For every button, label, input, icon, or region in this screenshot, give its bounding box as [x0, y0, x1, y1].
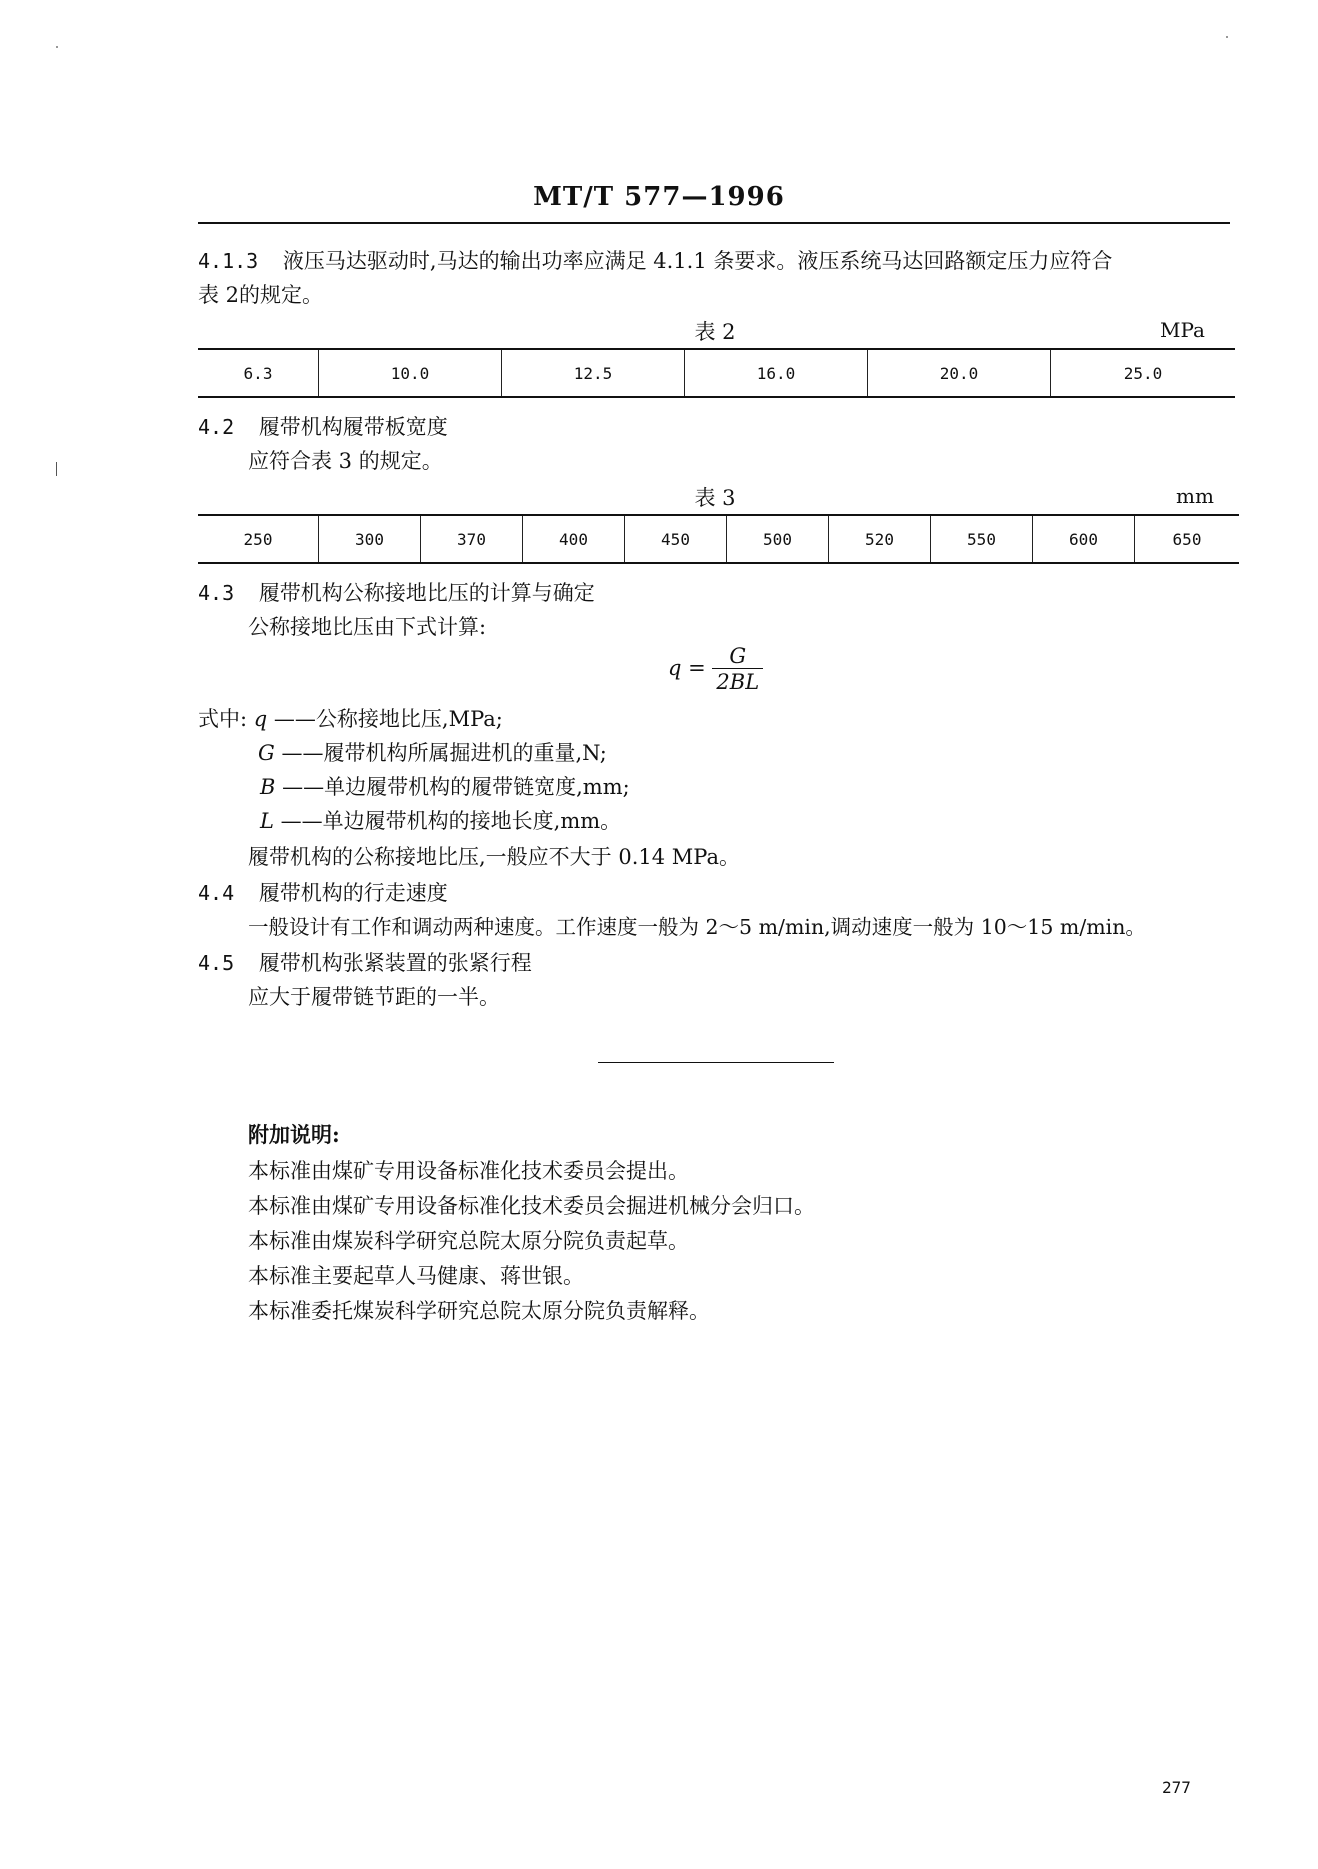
table3-caption: 表 3	[694, 486, 736, 510]
where-line-b	[260, 770, 630, 804]
section-number: 4.4	[198, 881, 235, 905]
where-line-l	[260, 804, 621, 838]
appendix-line: 本标准主要起草人马健康、蒋世银。	[248, 1264, 584, 1288]
section-number: 4.2	[198, 415, 235, 439]
table-cell: 10.0	[319, 349, 502, 397]
where-line-q	[198, 702, 503, 736]
section-divider	[598, 1062, 834, 1063]
appendix-line: 本标准由煤炭科学研究总院太原分院负责起草。	[248, 1229, 689, 1253]
section-title: 履带机构张紧装置的张紧行程	[258, 951, 532, 975]
table-cell: 550	[931, 515, 1033, 563]
table-cell: 400	[523, 515, 625, 563]
var-symbol: L	[260, 809, 274, 833]
section-4-2	[198, 410, 448, 444]
var-symbol: G	[258, 741, 275, 765]
section-4-4	[198, 876, 448, 910]
formula	[668, 644, 763, 695]
formula-fraction	[712, 644, 763, 695]
appendix-line: 本标准由煤矿专用设备标准化技术委员会掘进机械分会归口。	[248, 1194, 815, 1218]
section-4-4-body: 一般设计有工作和调动两种速度。工作速度一般为 2～5 m/min,调动速度一般为 10～15 m/min。	[248, 915, 1146, 939]
table-row	[198, 515, 1239, 563]
section-4-1-3-line2: 表 2的规定。	[198, 283, 324, 307]
var-desc: ——公称接地比压,MPa;	[273, 707, 503, 731]
table-cell: 600	[1033, 515, 1135, 563]
section-number: 4.5	[198, 951, 235, 975]
scan-mark	[56, 462, 57, 476]
table2-caption: 表 2	[694, 320, 736, 344]
appendix-line: 本标准由煤矿专用设备标准化技术委员会提出。	[248, 1159, 689, 1183]
table-cell: 12.5	[502, 349, 685, 397]
section-4-3-intro: 公称接地比压由下式计算:	[248, 615, 487, 639]
appendix-title: 附加说明:	[248, 1122, 340, 1147]
page-number: 277	[1162, 1778, 1191, 1797]
table-cell: 370	[421, 515, 523, 563]
var-desc: ——单边履带机构的履带链宽度,mm;	[282, 775, 630, 799]
section-4-5	[198, 946, 532, 980]
table-cell: 16.0	[685, 349, 868, 397]
table2-unit: MPa	[1160, 318, 1205, 342]
formula-lhs: q =	[668, 656, 706, 680]
standard-code-header: MT/T 577—1996	[533, 182, 785, 212]
section-4-3-note: 履带机构的公称接地比压,一般应不大于 0.14 MPa。	[248, 845, 740, 869]
section-number: 4.3	[198, 581, 235, 605]
var-symbol: B	[260, 775, 276, 799]
scan-speck	[56, 46, 58, 48]
section-number: 4.1.3	[198, 249, 259, 273]
appendix-line: 本标准委托煤炭科学研究总院太原分院负责解释。	[248, 1299, 710, 1323]
table-row	[198, 349, 1235, 397]
section-4-1-3	[198, 244, 1238, 278]
formula-numerator: G	[712, 644, 763, 669]
formula-denominator: 2BL	[716, 670, 760, 694]
table-cell: 650	[1135, 515, 1240, 563]
section-text: 液压马达驱动时,马达的输出功率应满足 4.1.1 条要求。液压系统马达回路额定压力应符合	[282, 249, 1113, 273]
section-title: 履带机构的行走速度	[258, 881, 448, 905]
section-4-2-body: 应符合表 3 的规定。	[248, 449, 443, 473]
var-desc: ——履带机构所属掘进机的重量,N;	[281, 741, 607, 765]
table-cell: 500	[727, 515, 829, 563]
header-rule	[198, 222, 1230, 224]
section-title: 履带机构履带板宽度	[258, 415, 448, 439]
var-desc: ——单边履带机构的接地长度,mm。	[280, 809, 622, 833]
scan-speck	[1226, 36, 1228, 38]
table-cell: 250	[243, 529, 273, 549]
where-line-g	[258, 736, 607, 770]
section-4-5-body: 应大于履带链节距的一半。	[248, 985, 500, 1009]
table-cell: 20.0	[868, 349, 1051, 397]
var-symbol: q	[253, 707, 268, 731]
table-cell: 450	[625, 515, 727, 563]
table2	[198, 348, 1235, 398]
table-cell: 6.3	[243, 363, 273, 383]
table3	[198, 514, 1239, 564]
where-label: 式中:	[198, 707, 248, 731]
section-title: 履带机构公称接地比压的计算与确定	[258, 581, 595, 605]
table-cell: 300	[319, 515, 421, 563]
table-cell: 25.0	[1051, 349, 1236, 397]
table-cell: 520	[829, 515, 931, 563]
section-4-3	[198, 576, 595, 610]
table3-unit: mm	[1176, 484, 1214, 508]
